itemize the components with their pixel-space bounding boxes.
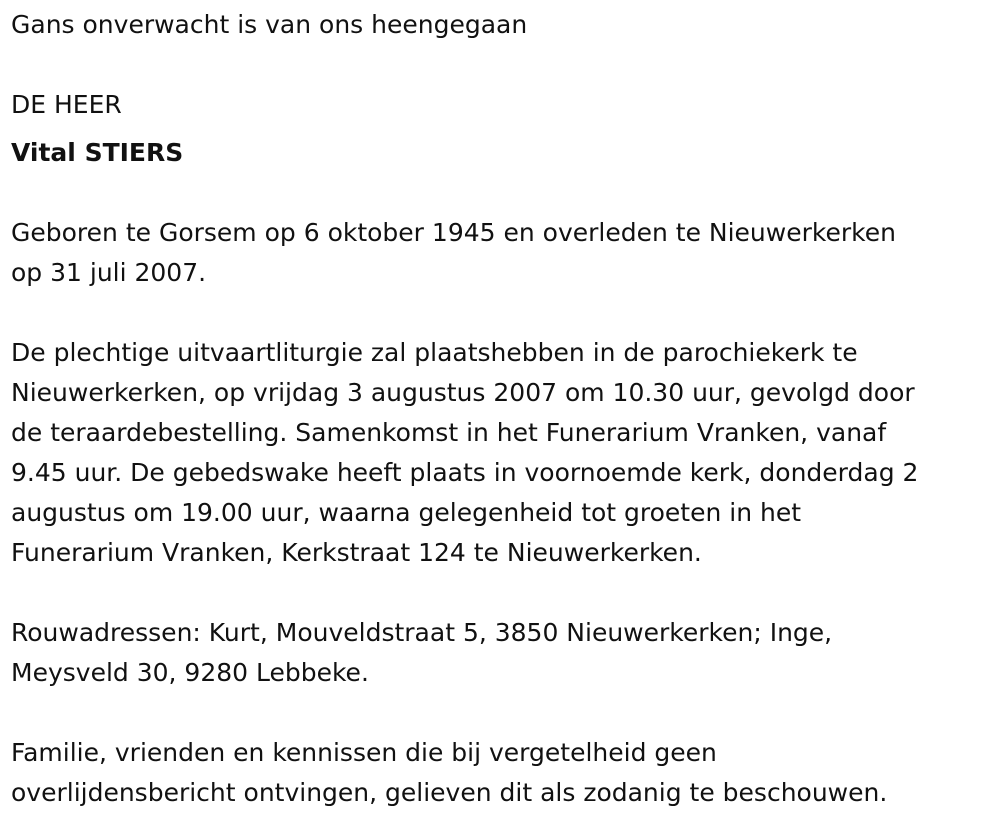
honorific-title: DE HEER <box>11 90 122 119</box>
birth-death-line-1: Geboren te Gorsem op 6 oktober 1945 en overleden te Nieuwerkerken <box>11 218 896 247</box>
intro-text: Gans onverwacht is van ons heengegaan <box>11 10 528 39</box>
funeral-line-6: Funerarium Vranken, Kerkstraat 124 te Nieuwerkerken. <box>11 538 702 567</box>
mourning-address-line-2: Meysveld 30, 9280 Lebbeke. <box>11 658 369 687</box>
funeral-line-2: Nieuwerkerken, op vrijdag 3 augustus 2007 om 10.30 uur, gevolgd door <box>11 378 915 407</box>
birth-death-line-2: op 31 juli 2007. <box>11 258 207 287</box>
funeral-line-5: augustus om 19.00 uur, waarna gelegenheid tot groeten in het <box>11 498 802 527</box>
deceased-name: Vital STIERS <box>11 138 184 167</box>
funeral-line-3: de teraardebestelling. Samenkomst in het Funerarium Vranken, vanaf <box>11 418 887 447</box>
closing-line-1: Familie, vrienden en kennissen die bij vergetelheid geen <box>11 738 717 767</box>
mourning-address-line-1: Rouwadressen: Kurt, Mouveldstraat 5, 3850 Nieuwerkerken; Inge, <box>11 618 833 647</box>
funeral-line-1: De plechtige uitvaartliturgie zal plaatshebben in de parochiekerk te <box>11 338 858 367</box>
funeral-line-4: 9.45 uur. De gebedswake heeft plaats in voornoemde kerk, donderdag 2 <box>11 458 919 487</box>
closing-line-2: overlijdensbericht ontvingen, gelieven dit als zodanig te beschouwen. <box>11 778 888 807</box>
